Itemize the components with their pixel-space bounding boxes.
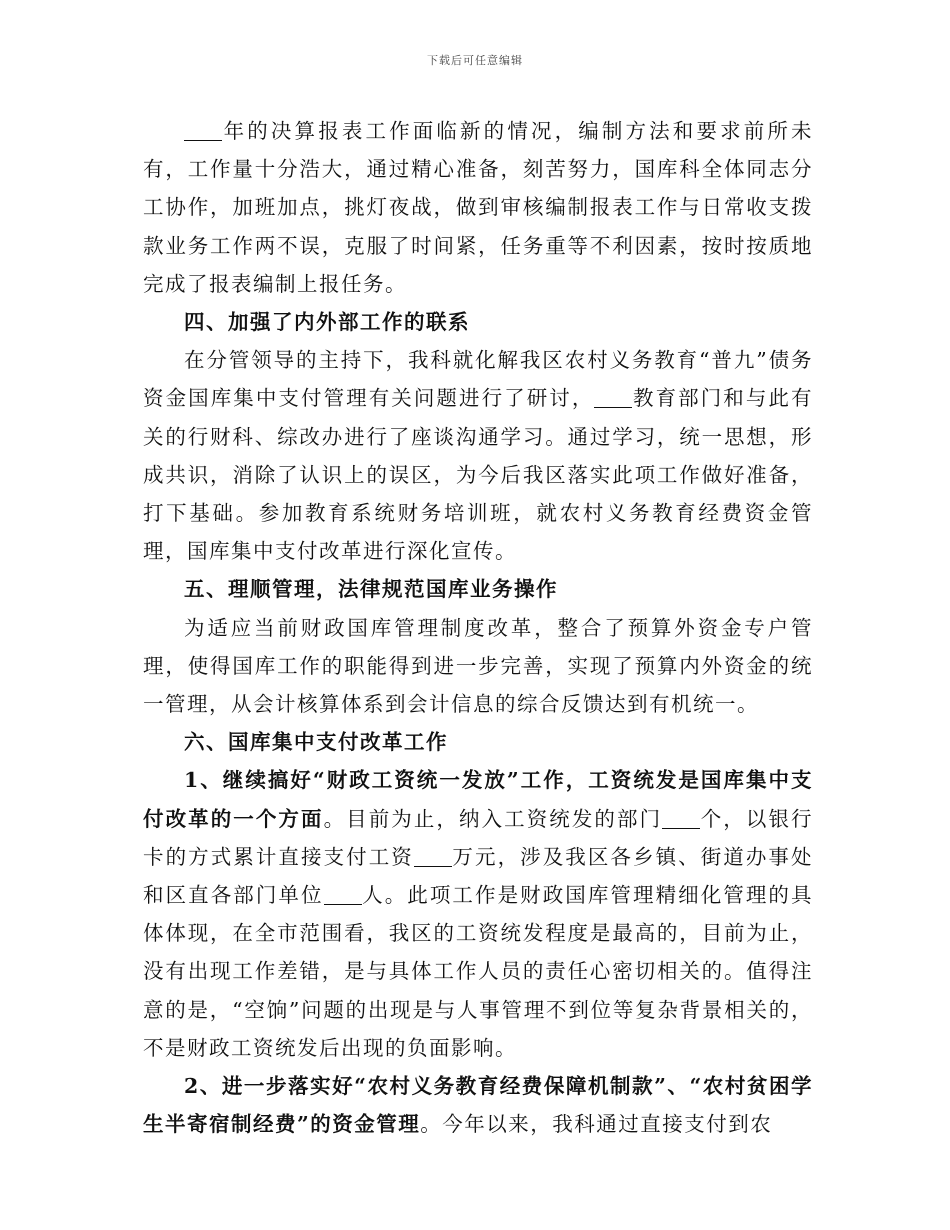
paragraph-lead: 2、进一步落实好“农村义务教育经费保障机制款”、“农村贫困学生半寄宿制经费”的资金管理 xyxy=(143,1074,813,1137)
paragraph-text: 。今年以来，我科通过直接支付到农 xyxy=(420,1112,773,1137)
paragraph-text: 在分管领导的主持下，我科就化解我区农村义务教育“普九”债务资金国库集中支付管理有关问题进行了研讨， xyxy=(143,348,813,411)
paragraph-reform xyxy=(143,609,813,724)
blank-underline xyxy=(662,807,700,829)
page-header: 下载后可任意编辑 xyxy=(427,54,523,67)
document-body xyxy=(143,112,813,1143)
paragraph-text: 教育部门和与此有关的行财科、综改办进行了座谈沟通学习。通过学习，统一思想，形成共识，消除了认识上的误区，为今后我区落实此项工作做好准备，打下基础。参加教育系统财务培训班，就农村义务教育经费资金管理，国库集中支付改革进行深化宣传。 xyxy=(143,386,814,564)
paragraph-rural-education xyxy=(143,1067,813,1143)
paragraph-liaison xyxy=(143,341,813,570)
paragraph-text: 人。此项工作是财政国库管理精细化管理的具体体现，在全市范围看，我区的工资统发程度是最高的，目前为止，没有出现工作差错，是与具体工作人员的责任心密切相关的。值得注意的是，“空饷”问题的出现是与人事管理不到位等复杂背景相关的，不是财政工资统发后出现的负面影响。 xyxy=(143,883,814,1060)
blank-underline xyxy=(184,120,222,142)
paragraph-text: 个，以银行卡的方式累计直接支付工资 xyxy=(143,806,814,869)
paragraph-lead: 1、继续搞好“财政工资统一发放”工作，工资统发是国库集中支付改革的一个方面 xyxy=(143,768,813,831)
section-heading-5: 五、理顺管理，法律规范国库业务操作 xyxy=(184,577,558,602)
paragraph-text: 年的决算报表工作面临新的情况，编制方法和要求前所未有，工作量十分浩大，通过精心准备，刻苦努力，国库科全体同志分工协作，加班加点，挑灯夜战，做到审核编制报表工作与日常收支拨款业务工作两不误，克服了时间紧，任务重等不利因素，按时按质地完成了报表编制上报任务。 xyxy=(143,119,813,296)
section-heading-4: 四、加强了内外部工作的联系 xyxy=(184,310,470,335)
section-heading-6: 六、国库集中支付改革工作 xyxy=(184,730,448,755)
paragraph-text: 为适应当前财政国库管理制度改革，整合了预算外资金专户管理，使得国库工作的职能得到进一步完善，实现了预算内外资金的统一管理，从会计核算体系到会计信息的综合反馈达到有机统一。 xyxy=(143,615,813,717)
blank-underline xyxy=(324,884,362,906)
blank-underline xyxy=(414,845,452,867)
paragraph-text: 。目前为止，纳入工资统发的部门 xyxy=(323,806,663,831)
paragraph-payroll xyxy=(143,761,813,1067)
paragraph-text: 万元，涉及我区各乡镇、街道办事处和区直各部门单位 xyxy=(143,844,814,908)
blank-underline xyxy=(594,387,632,409)
paragraph-final-accounts xyxy=(143,112,813,303)
